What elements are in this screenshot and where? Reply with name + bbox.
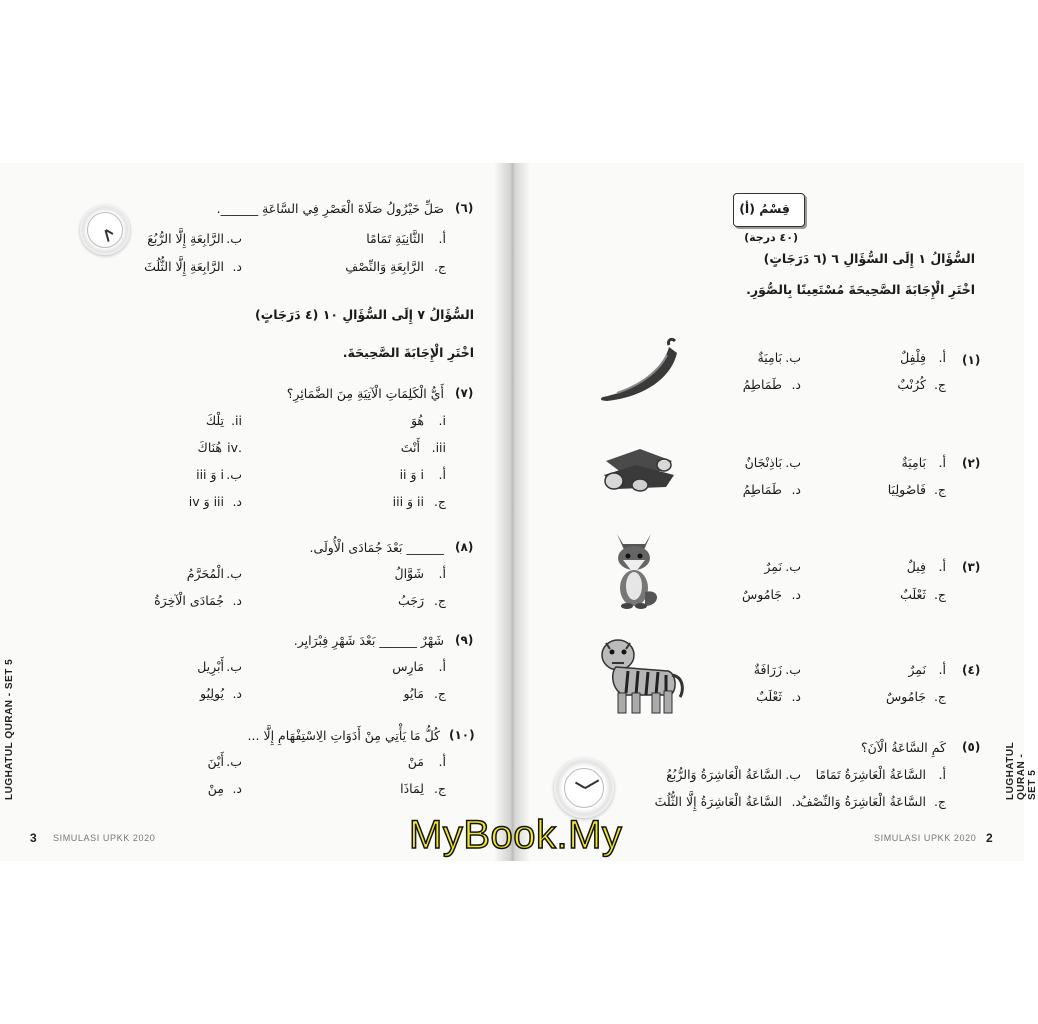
q8-option-a-label: أ. (438, 566, 446, 581)
q3-option-a-label: أ. (938, 559, 946, 574)
q3-number: (٣) (962, 560, 981, 574)
q10-option-d-label: د. (232, 781, 242, 796)
q5-option-b: السَّاعَةُ الْعَاشِرَةُ وَالرُّبُعُ (666, 767, 782, 782)
q7-option-c: ii وَ iii (392, 494, 424, 509)
right-footer: SIMULASI UPKK 2020 (874, 833, 977, 843)
q7-option-b: i وَ iii (196, 467, 224, 482)
eggplant-icon (600, 441, 678, 496)
q7-option-a-label: أ. (438, 467, 446, 482)
q5-option-d-label: د. (791, 794, 801, 809)
q7-item-i-label: i. (438, 413, 446, 428)
q9-option-c-label: ج. (433, 686, 446, 701)
q7-item-iv: هُنَاكَ (197, 440, 222, 455)
right-page-number: 2 (986, 831, 993, 845)
section2-title: السُّؤَالُ ٧ إِلَى السُّؤَالِ ١٠ (٤ دَرَجَاتٍ) (255, 307, 474, 322)
q1-option-c: كُرُنْبٌ (897, 377, 926, 392)
q5-number: (٥) (962, 740, 981, 754)
q7-option-a: i وَ ii (399, 467, 424, 482)
q7-option-d: iii وَ iv (188, 494, 224, 509)
q4-number: (٤) (962, 663, 981, 677)
q6-question: صَلِّ خَيْرُولُ صَلَاةَ الْعَصْرِ فِي السَّاعَةِ ______. (216, 201, 444, 216)
q10-option-d: مِنْ (207, 781, 224, 796)
q6-number: (٦) (455, 201, 474, 215)
right-side-label: LUGHATUL QURAN - SET 5 (1005, 741, 1038, 800)
q9-option-d-label: د. (232, 686, 242, 701)
q10-number: (١٠) (449, 728, 475, 742)
q3-option-b: نَمِرٌ (764, 559, 782, 574)
q3-option-d-label: د. (791, 587, 801, 602)
q5-option-b-label: ب. (785, 767, 801, 782)
tiger-icon (596, 635, 686, 717)
q7-item-ii: تِلْكَ (205, 413, 224, 428)
q4-option-c-label: ج. (933, 689, 946, 704)
q2-option-b-label: ب. (785, 455, 801, 470)
fox-icon (605, 530, 663, 610)
q5-option-c-label: ج. (933, 794, 946, 809)
q2-option-a-label: أ. (938, 455, 946, 470)
q7-item-iv-label: .iv (227, 440, 242, 455)
q5-option-d: السَّاعَةُ الْعَاشِرَةُ إِلَّا الثُّلُثَ (654, 794, 782, 809)
q6-option-b-label: ب. (226, 231, 242, 246)
left-page-number: 3 (30, 831, 37, 845)
q8-option-a: شَوَّالُ (394, 566, 424, 581)
q10-option-b-label: ب. (226, 754, 242, 769)
q2-option-c: فَاصُولِيَا (887, 482, 926, 497)
q10-option-b: أَيْنَ (207, 754, 224, 769)
q9-option-d: يُولِيُو (200, 686, 224, 701)
q9-option-b: أَبْرِيل (197, 659, 224, 674)
q6-option-c-label: ج. (433, 259, 446, 274)
section1-title: السُّؤَالُ ١ إِلَى السُّؤَالِ ٦ (٦ دَرَجَاتٍ) (763, 251, 975, 266)
watermark: MyBook.My (409, 813, 623, 857)
q4-option-b-label: ب. (785, 662, 801, 677)
q9-option-c: مَايُو (403, 686, 424, 701)
q6-option-a-label: أ. (438, 231, 446, 246)
q1-number: (١) (962, 353, 981, 367)
q3-option-d: جَامُوسٌ (742, 587, 782, 602)
q8-option-b: الْمُحَرَّمُ (186, 566, 224, 581)
q1-option-d: طَمَاطِمُ (742, 377, 782, 392)
q1-option-c-label: ج. (933, 377, 946, 392)
q6-option-c: الرَّابِعَةِ وَالنِّصْفِ (345, 259, 424, 274)
q6-option-d: الرَّابِعَةِ إِلَّا الثُّلُثَ (144, 259, 224, 274)
q3-option-a: فِيلٌ (906, 559, 926, 574)
q10-question: كُلُّ مَا يَأْتِي مِنْ أَدَوَاتِ الِاسْتِفْهَامِ إِلَّا ... (247, 728, 440, 743)
q7-question: أَيُّ الْكَلِمَاتِ الْآتِيَةِ مِنَ الضَّمَائِرِ؟ (286, 386, 444, 401)
q7-number: (٧) (455, 386, 474, 400)
q5-option-a-label: أ. (938, 767, 946, 782)
section-box-label: قِسْمُ (أ) (739, 201, 790, 216)
q4-option-d-label: د. (791, 689, 801, 704)
q2-option-d: طَمَاطِمُ (742, 482, 782, 497)
q2-number: (٢) (962, 456, 981, 470)
q7-item-iii: أَنْتَ (400, 440, 420, 455)
left-side-label: LUGHATUL QURAN - SET 5 (4, 658, 15, 800)
q9-question: شَهْرٌ ______ بَعْدَ شَهْرِ فِبْرَايِر. (293, 633, 444, 648)
q9-number: (٩) (455, 633, 474, 647)
q8-option-c-label: ج. (433, 593, 446, 608)
q2-option-c-label: ج. (933, 482, 946, 497)
q10-option-c: لِمَاذَا (400, 781, 424, 796)
q7-option-b-label: ب. (226, 467, 242, 482)
q2-option-d-label: د. (791, 482, 801, 497)
section1-instruction: اخْتَرِ الْإِجَابَةَ الصَّحِيحَةَ مُسْتَعِينًا بِالصُّوَرِ. (746, 282, 975, 297)
chili-pepper-icon (597, 335, 687, 405)
q3-option-c-label: ج. (933, 587, 946, 602)
q4-option-b: زَرَافَةٌ (753, 662, 782, 677)
q5-question: كَمِ السَّاعَةُ الْآنَ؟ (860, 740, 946, 755)
left-page (0, 163, 505, 861)
q10-option-a: مَنْ (407, 754, 424, 769)
right-page (520, 163, 1024, 861)
q8-option-d-label: د. (232, 593, 242, 608)
q9-option-a: مَارِس (392, 659, 424, 674)
section-marks: (٤٠ درجة) (744, 231, 798, 244)
clock-icon (80, 205, 130, 255)
q10-option-a-label: أ. (438, 754, 446, 769)
q3-option-c: ثَعْلَبٌ (900, 587, 926, 602)
q5-option-a: السَّاعَةُ الْعَاشِرَةُ تَمَامًا (815, 767, 926, 782)
q2-option-a: بَامِيَةٌ (901, 455, 926, 470)
q1-option-a-label: أ. (938, 350, 946, 365)
q8-option-d: جُمَادَى الْآخِرَةُ (154, 593, 224, 608)
q4-option-c: جَامُوسٌ (886, 689, 926, 704)
q4-option-d: ثَعْلَبٌ (756, 689, 782, 704)
q10-option-c-label: ج. (433, 781, 446, 796)
q8-number: (٨) (455, 540, 474, 554)
clock-icon (554, 758, 614, 818)
q8-option-c: رَجَبُ (397, 593, 424, 608)
q9-option-b-label: ب. (226, 659, 242, 674)
q7-item-i: هُوَ (410, 413, 424, 428)
q9-option-a-label: أ. (438, 659, 446, 674)
book-gutter (495, 163, 529, 861)
q5-option-c: السَّاعَةُ الْعَاشِرَةُ وَالنِّصْفُ (799, 794, 926, 809)
q7-option-c-label: ج. (433, 494, 446, 509)
q7-item-ii-label: ii. (231, 413, 242, 428)
q7-item-iii-label: iii. (431, 440, 446, 455)
q7-option-d-label: د. (232, 494, 242, 509)
q6-option-d-label: د. (232, 259, 242, 274)
q4-option-a: نَمِرٌ (908, 662, 926, 677)
left-footer: SIMULASI UPKK 2020 (53, 833, 156, 843)
q6-option-b: الرَّابِعَةِ إِلَّا الرُّبُعَ (147, 231, 224, 246)
q6-option-a: الثَّانِيَةِ تَمَامًا (366, 231, 424, 246)
q8-question: ______ بَعْدَ جُمَادَى الْأُولَى. (309, 540, 444, 555)
q1-option-d-label: د. (791, 377, 801, 392)
q1-option-a: فِلْفِلٌ (900, 350, 926, 365)
q1-option-b: بَامِيَةٌ (757, 350, 782, 365)
q8-option-b-label: ب. (226, 566, 242, 581)
q1-option-b-label: ب. (785, 350, 801, 365)
q3-option-b-label: ب. (785, 559, 801, 574)
q4-option-a-label: أ. (938, 662, 946, 677)
section2-instruction: اخْتَرِ الْإِجَابَةَ الصَّحِيحَةَ. (342, 345, 474, 360)
q2-option-b: بَاذِنْجَانٌ (744, 455, 782, 470)
